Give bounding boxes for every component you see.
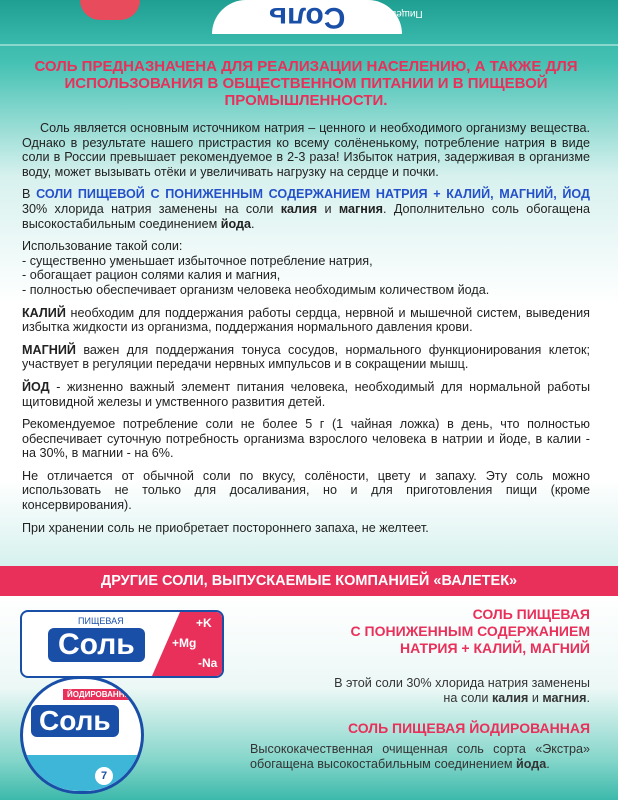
usage-block (22, 239, 590, 297)
product2-title: СОЛЬ ПИЩЕВАЯ ЙОДИРОВАННАЯ (347, 720, 590, 736)
top-logo-tag: Пищевая (380, 8, 423, 19)
iodine-term: ЙОД (22, 379, 50, 394)
composition-and: и (324, 201, 332, 216)
composition-text-1: 30% хлорида натрия заменены на соли (22, 201, 274, 216)
composition-iodine: йода (220, 216, 252, 231)
product1-title-line: СОЛЬ ПИЩЕВАЯ (472, 606, 590, 622)
product1-potassium: калия (491, 691, 529, 705)
product1-text-line: В этой соли 30% хлорида натрия заменены (334, 676, 590, 690)
composition-prefix: В (22, 187, 31, 202)
composition-potassium: калия (280, 201, 318, 216)
product2-text: Высококачественная очищенная соль сорта «Экстра» обогащена высокостабильным соединением (250, 742, 590, 771)
composition-end: . (251, 216, 255, 231)
top-logo: Соль (212, 0, 402, 34)
product2-iodine: йода (515, 757, 547, 771)
product1-and: и (531, 691, 539, 705)
usage-item: - обогащает рацион солями калия и магния, (22, 268, 281, 283)
product1-title (250, 606, 590, 657)
potassium-term: КАЛИЙ (22, 305, 66, 320)
pack-logo: Соль (31, 705, 119, 737)
product1-text-line-2 (250, 691, 590, 706)
usage-item: - полностью обеспечивает организм человека необходимым количеством йода. (22, 282, 490, 297)
pack-small-label: ПИЩЕВАЯ (78, 616, 124, 626)
product1-title-line: С ПОНИЖЕННЫМ СОДЕРЖАНИЕМ (350, 623, 590, 639)
magnesium-text: важен для поддержания тонуса сосудов, нормального функционирования клеток; участвует в регуляции передачи нервных импульсов и в сокращении мышц. (22, 342, 590, 372)
magnesium-term: МАГНИЙ (22, 342, 76, 357)
composition-text-2: . Дополнительно соль обогащена высокостабильным соединением (22, 201, 591, 231)
main-text (22, 58, 590, 543)
potassium-text: необходим для поддержания работы сердца, нервной и мышечной систем, выведения избытка жидкости из организма, поддержания нормального давления крови. (22, 305, 590, 335)
iodine-paragraph (22, 380, 590, 409)
potassium-paragraph (22, 306, 590, 335)
composition-product-name: СОЛИ ПИЩЕВОЙ С ПОНИЖЕННЫМ СОДЕРЖАНИЕМ НАТРИЯ + КАЛИЙ, МАГНИЙ, ЙОД (36, 187, 590, 202)
product1-title-line: НАТРИЯ + КАЛИЙ, МАГНИЙ (400, 640, 590, 656)
composition-paragraph (22, 187, 590, 231)
top-flap (0, 0, 618, 46)
pack-wave (23, 755, 141, 791)
pack-sodium-label: -Na (198, 656, 218, 670)
taste-paragraph: Не отличается от обычной соли по вкусу, солёности, цвету и запаху. Эту соль можно использовать не только для досаливания, но и для приготовления пищи (кроме консервирования). (22, 468, 590, 513)
usage-title: Использование такой соли: (22, 239, 183, 254)
pack-logo: Соль (48, 628, 145, 662)
magnesium-paragraph (22, 343, 590, 372)
product1-description (250, 676, 590, 706)
iodine-text: - жизненно важный элемент питания человека, необходимый для нормальной работы щитовидной железы и умственного развития детей. (22, 379, 590, 409)
product1-text-part: на соли (443, 691, 489, 705)
product2-dot: . (546, 757, 550, 771)
composition-magnesium: магния (338, 201, 384, 216)
pack-iodized-band: ЙОДИРОВАННАЯ (63, 689, 140, 700)
intro-paragraph: Соль является основным источником натрия – ценного и необходимого организму вещества. Однако в результате нашего пристрастия ко всему солёненькому, потребление натрия в виде соли в России превышает рекомендуемое в 2-3 раза! Избыток натрия, задерживая в организме воду, может вызывать отёки и увеличивать нагрузку на сердце и почки. (22, 121, 590, 179)
pack-number-badge: 7 (95, 767, 113, 785)
purpose-heading: СОЛЬ ПРЕДНАЗНАЧЕНА ДЛЯ РЕАЛИЗАЦИИ НАСЕЛЕНИЮ, А ТАКЖЕ ДЛЯ ИСПОЛЬЗОВАНИЯ В ОБЩЕСТВЕННОМ ПИТАНИИ И В ПИЩЕВОЙ ПРОМЫШЛЕННОСТИ. (34, 58, 578, 109)
recommendation-paragraph: Рекомендуемое потребление соли не более 5 г (1 чайная ложка) в день, что полностью обеспечивает суточную потребность организма взрослого человека в натрии и йоде, в калии - на 30%, в магнии - на 6%. (22, 417, 590, 461)
pack-magnesium-label: +Mg (172, 636, 197, 650)
usage-item: - существенно уменьшает избыточное потребление натрия, (22, 253, 373, 268)
other-products-banner: ДРУГИЕ СОЛИ, ВЫПУСКАЕМЫЕ КОМПАНИЕЙ «ВАЛЕТЕК» (0, 566, 618, 596)
product1-magnesium: магния (542, 691, 587, 705)
product-pack-low-sodium (20, 610, 224, 678)
product2-description (250, 742, 590, 772)
product-pack-iodized (20, 676, 144, 794)
pack-potassium-label: +K (196, 616, 212, 630)
storage-paragraph: При хранении соль не приобретает постороннего запаха, не желтеет. (22, 520, 429, 535)
top-red-decoration (80, 0, 140, 20)
product1-dot: . (586, 691, 590, 705)
